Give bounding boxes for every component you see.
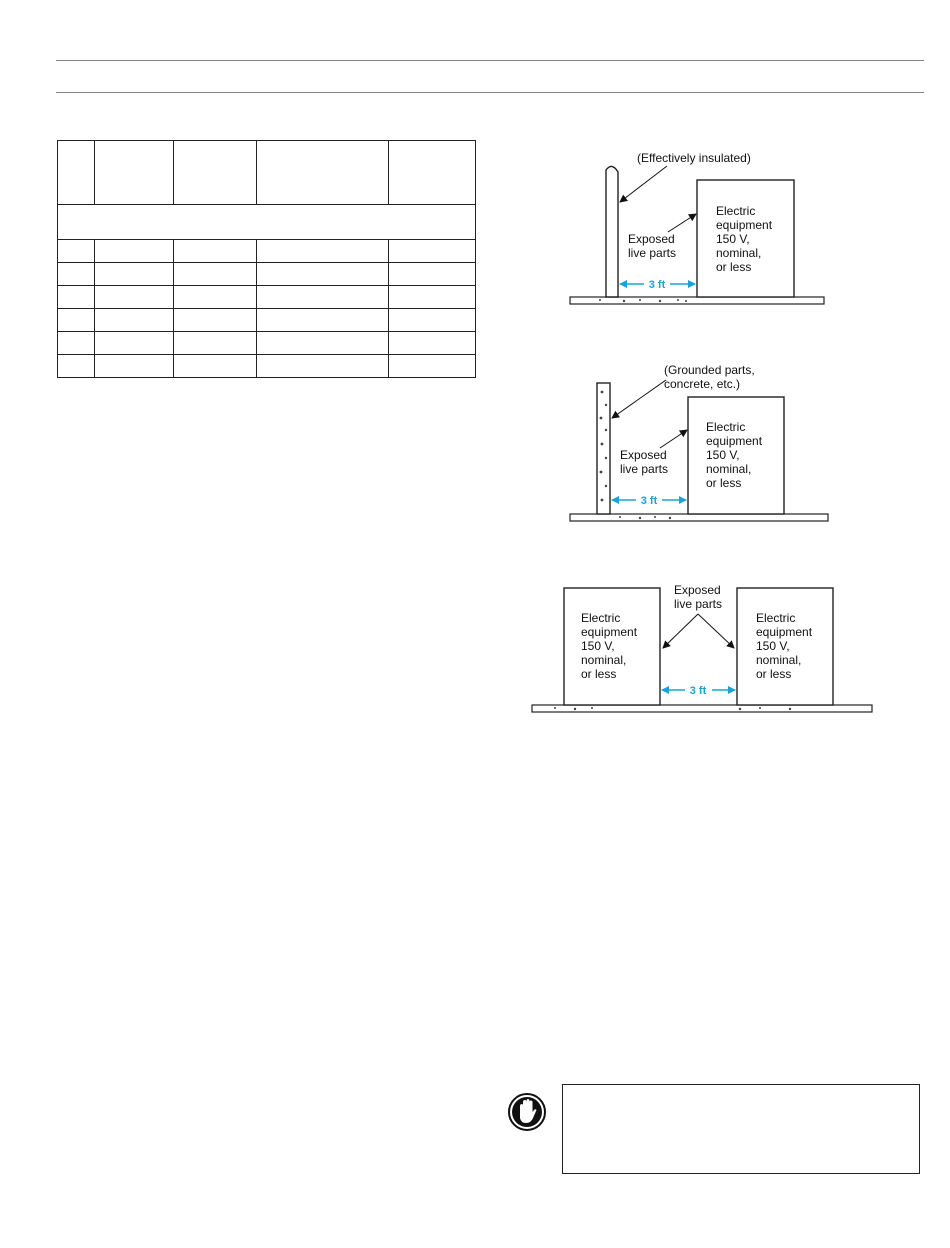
left-equip-label-line: equipment: [581, 625, 638, 639]
equip-label-line: Electric: [716, 204, 756, 218]
exposed-arrow-left: [663, 614, 698, 648]
floor-slab: [570, 297, 824, 304]
left-equip-label-line: nominal,: [581, 653, 627, 667]
insulated-wall: [606, 166, 618, 297]
equip-label-line: or less: [706, 476, 742, 490]
dimension-label: 3 ft: [689, 685, 707, 697]
diagram-grounded-parts: [570, 363, 828, 521]
left-equip-label-line: 150 V,: [581, 639, 615, 653]
equip-label-line: Electric: [706, 420, 746, 434]
exposed-label-line1: Exposed: [674, 583, 721, 597]
right-equip-label-line: nominal,: [756, 653, 802, 667]
exposed-label-line2: live parts: [620, 462, 669, 476]
dimension-label: 3 ft: [640, 495, 658, 507]
exposed-label-line1: Exposed: [628, 232, 675, 246]
exposed-arrow-right: [698, 614, 734, 648]
equip-label-line: equipment: [716, 218, 773, 232]
dimension-label: 3 ft: [648, 279, 666, 291]
equip-label-line: nominal,: [706, 462, 752, 476]
exposed-arrow: [668, 214, 696, 232]
diagram-two-equipment: [532, 583, 872, 712]
callout-label: (Effectively insulated): [637, 151, 751, 165]
right-equip-label-line: equipment: [756, 625, 813, 639]
right-equip-label-line: 150 V,: [756, 639, 790, 653]
right-equip-label-line: Electric: [756, 611, 796, 625]
exposed-label-line1: Exposed: [620, 448, 667, 462]
equip-label-line: 150 V,: [706, 448, 740, 462]
equip-label-line: 150 V,: [716, 232, 750, 246]
diagram-effectively-insulated: [570, 151, 824, 304]
left-equip-label-line: Electric: [581, 611, 621, 625]
caution-box: [562, 1084, 920, 1174]
callout-label-line1: (Grounded parts,: [664, 363, 755, 377]
floor-slab: [532, 705, 872, 712]
exposed-arrow: [660, 430, 687, 448]
stop-hand-icon: [507, 1092, 547, 1132]
exposed-label-line2: live parts: [674, 597, 723, 611]
equip-label-line: equipment: [706, 434, 763, 448]
equip-label-line: nominal,: [716, 246, 762, 260]
floor-slab: [570, 514, 828, 521]
callout-label-line2: concrete, etc.): [664, 377, 741, 391]
exposed-label-line2: live parts: [628, 246, 677, 260]
callout-arrow: [612, 380, 666, 418]
equip-label-line: or less: [716, 260, 752, 274]
right-equip-label-line: or less: [756, 667, 792, 681]
callout-arrow: [620, 166, 667, 202]
concrete-wall: [597, 383, 610, 514]
left-equip-label-line: or less: [581, 667, 617, 681]
